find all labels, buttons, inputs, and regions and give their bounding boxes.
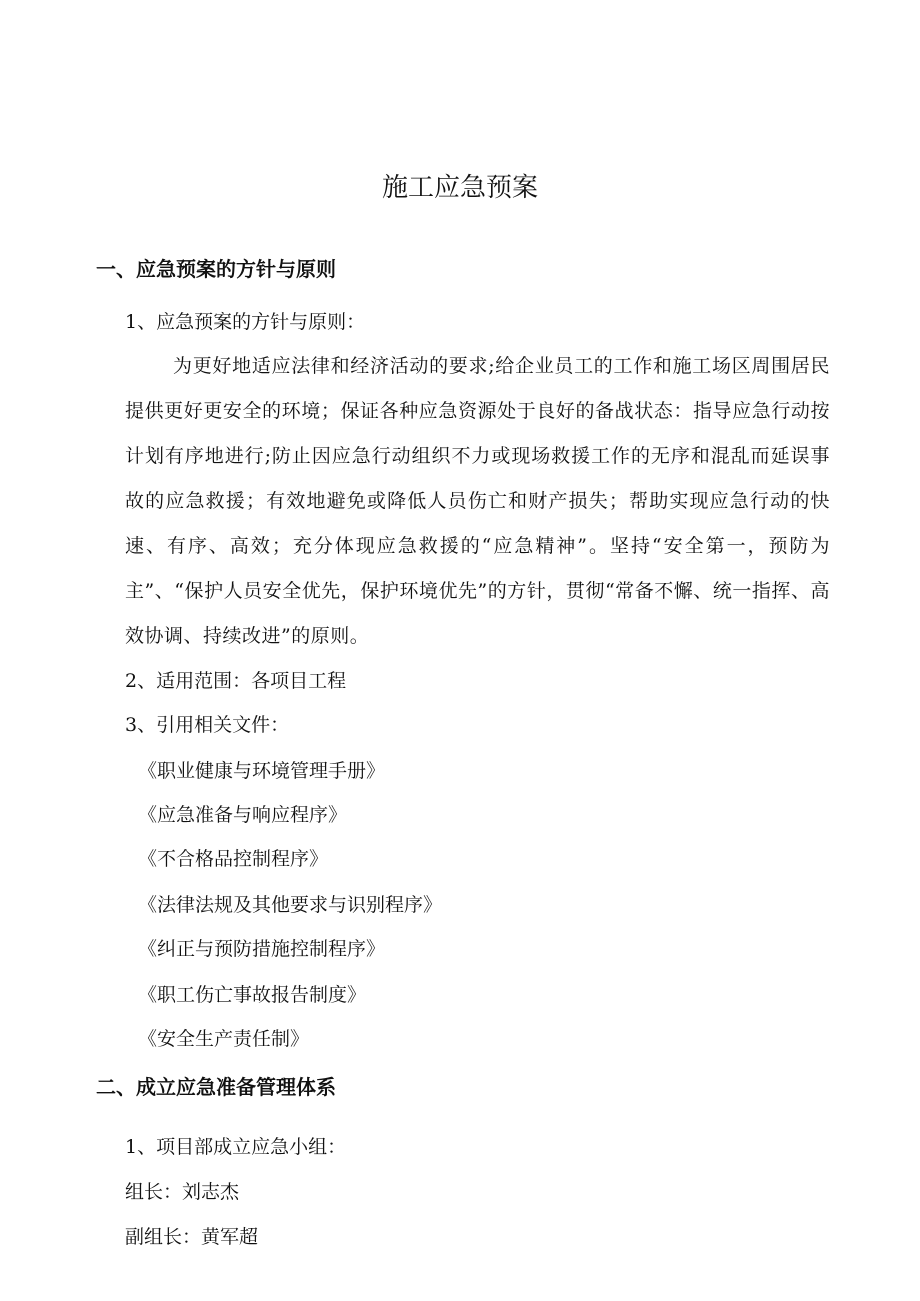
list-item: 《安全生产责任制》 bbox=[138, 1028, 310, 1050]
list-item: 《纠正与预防措施控制程序》 bbox=[138, 938, 386, 960]
item-3-label: 3、引用相关文件： bbox=[125, 714, 290, 736]
team-leader: 组长：刘志杰 bbox=[125, 1181, 240, 1203]
list-item: 《法律法规及其他要求与识别程序》 bbox=[138, 894, 443, 916]
item-1-team-label: 1、项目部成立应急小组： bbox=[125, 1136, 347, 1158]
document-title: 施工应急预案 bbox=[381, 173, 538, 203]
list-item: 《不合格品控制程序》 bbox=[138, 848, 329, 870]
policy-paragraph: 为更好地适应法律和经济活动的要求;给企业员工的工作和施工场区周围居民提供更好更安全的环境；保证各种应急资源处于良好的备战状态：指导应急行动按计划有序地进行;防止因应急行动组织不力或现场救援工作的无序和混乱而延误事故的应急救援；有效地避免或降低人员伤亡和财产损失；帮助实现应急行动的快速、有序、高效；充分体现应急救援的“应急精神”。坚持“安全第一，预防为主”、“保护人员安全优先，保护环境优先”的方针，贯彻“常备不懈、统一指挥、高效协调、持续改进”的原则。 bbox=[125, 355, 830, 647]
item-2-scope: 2、适用范围：各项目工程 bbox=[125, 670, 347, 692]
list-item: 《职工伤亡事故报告制度》 bbox=[138, 984, 367, 1006]
list-item: 《职业健康与环境管理手册》 bbox=[138, 760, 386, 782]
section-heading-1: 一、应急预案的方针与原则 bbox=[96, 257, 336, 281]
list-item: 《应急准备与响应程序》 bbox=[138, 804, 348, 826]
section-heading-2: 二、成立应急准备管理体系 bbox=[96, 1075, 336, 1099]
deputy-team-leader: 副组长：黄军超 bbox=[125, 1226, 259, 1248]
item-1-label: 1、应急预案的方针与原则： bbox=[125, 311, 366, 333]
